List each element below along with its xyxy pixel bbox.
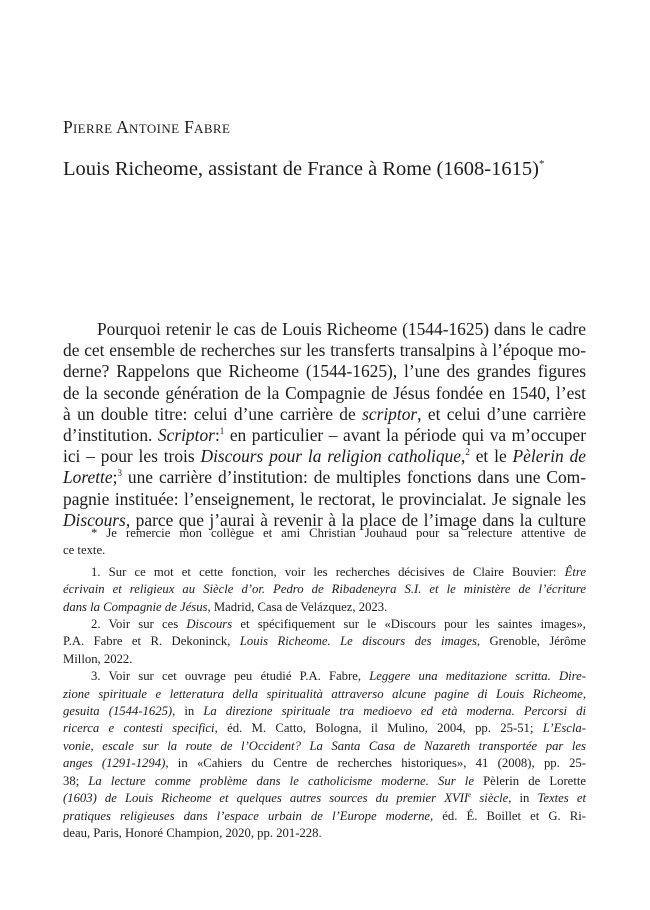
title-footnote-marker: * [538,158,545,171]
body-line: ici – pour les trois Discours pour la religion catholique,$^2$ et le Pèlerin de [63,446,586,467]
footnote-3-line: 3. Voir sur cet ouvrage peu étudié P.A. Fabre, Leggere una meditazione scritta. Dire- [91,669,586,684]
footnote-3-line: zione spirituale e letteratura della spiritualità attraverso alcune pagine di Louis Richeome, [63,686,586,701]
footnote-2-line: P.A. Fabre et R. Dekoninck, Louis Richeome. Le discours des images, Grenoble, Jérôme [63,634,586,649]
footnote-3-line: gesuita (1544-1625), in La direzione spirituale tra medioevo ed età moderna. Percorsi di [63,704,587,719]
body-line: Pourquoi retenir le cas de Louis Richeome (1544-1625) dans le cadre [97,319,586,339]
footnote-3-line: 38; La lecture comme problème dans le catholicisme moderne. Sur le Pèlerin de Lorette [63,773,586,788]
body-line: Discours, parce que j’aurai à revenir à la place de l’image dans la culture [63,509,586,530]
body-line: pagnie instituée: l’enseignement, le rectorat, le provincialat. Je signale les [63,488,586,509]
footnote-2-line: Millon, 2022. [63,651,133,666]
body-line: d’institution. Scriptor:$^1$ en particulier – avant la période qui va m’occuper [63,425,586,446]
footnote-3-line: pratiques religieuses dans l’espace urbain de l’Europe moderne, éd. É. Boillet et G. Ri- [63,808,586,823]
footnote-3-line: vonie, escale sur la route de l’Occident? La Santa Casa de Nazareth transportée par les [63,738,586,753]
footnote-star-line: * Je remercie mon collègue et ami Christian Jouhaud pour sa relecture attentive de [91,526,586,540]
body-line: derne? Rappelons que Richeome (1544-1625), l’une des grandes figures [63,361,586,382]
footnote-star-line: ce texte. [63,543,106,558]
body-line: de la seconde génération de la Compagnie de Jésus fondée en 1540, l’est [63,382,586,403]
body-line: à un double titre: celui d’une carrière de scriptor, et celui d’une carrière [63,403,587,424]
footnote-1-line: dans la Compagnie de Jésus, Madrid, Casa de Velázquez, 2023. [63,599,388,614]
body-text [63,319,586,531]
footnote-2-line: 2. Voir sur ces Discours et spécifiquement sur le «Discours pour les saintes images», [91,617,586,632]
footnote-1-line: écrivain et religieux au Siècle d’or. Pedro de Ribadeneyra S.I. et le ministère de l’écriture [63,582,586,597]
body-line: de cet ensemble de recherches sur les transferts transalpins à l’époque mo- [63,340,586,361]
footnote-3-line: (1603) de Louis Richeome et quelques autres sources du premier XVIIe siècle, in Textes et [63,790,587,806]
footnote-3-line: anges (1291-1294), in «Cahiers du Centre de recherches historiques», 41 (2008), pp. 25- [63,756,587,771]
footnote-1-line: 1. Sur ce mot et cette fonction, voir les recherches décisives de Claire Bouvier: Être [91,564,586,579]
article-title: Louis Richeome, assistant de France à Rome (1608-1615)* [63,158,545,180]
body-line: Lorette;$^3$ une carrière d’institution: de multiples fonctions dans une Com- [63,467,586,488]
footnote-3-line: deau, Paris, Honoré Champion, 2020, pp. 201-228. [63,825,322,840]
footnotes [63,525,586,842]
author-name: PIERRE ANTOINE FABRE [63,117,231,137]
footnote-3-line: ricerca e contesti specifici, éd. M. Catto, Bologna, il Mulino, 2004, pp. 25-51; L’Escla- [63,721,586,736]
